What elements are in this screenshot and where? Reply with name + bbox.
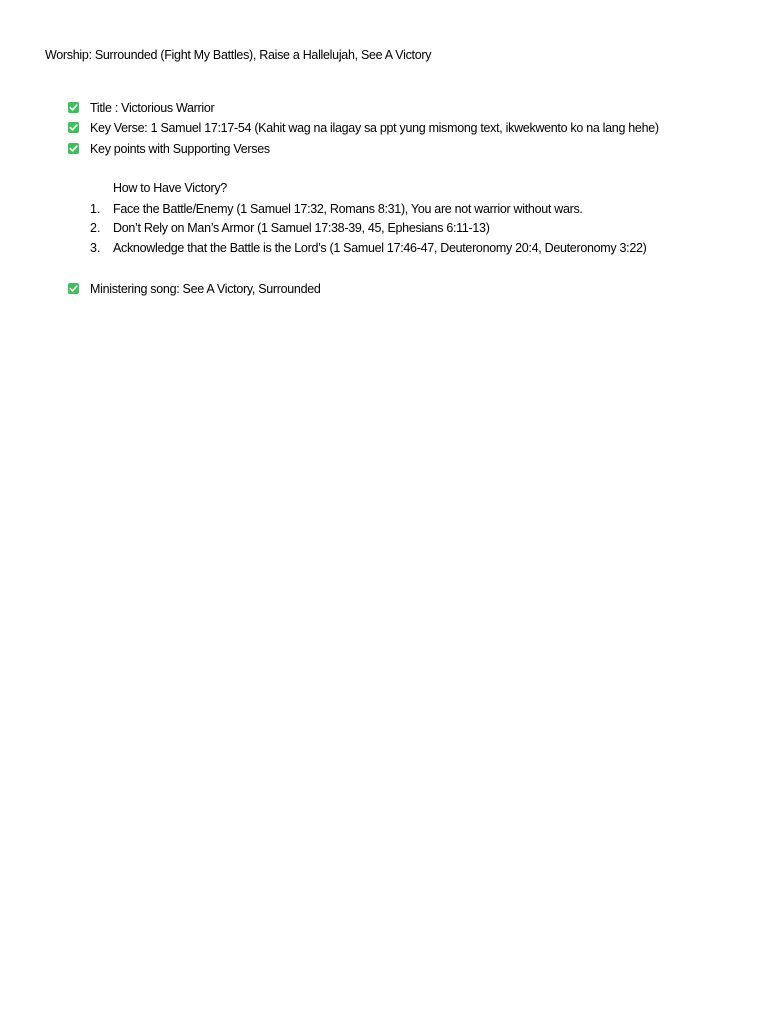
keypoint-text: Face the Battle/Enemy (1 Samuel 17:32, Romans 8:31), You are not warrior without wars. [113, 202, 583, 216]
check-icon [68, 122, 79, 133]
keypoint-text: Acknowledge that the Battle is the Lord’s (1 Samuel 17:46-47, Deuteronomy 20:4, Deuteronomy 3:22) [113, 241, 647, 255]
keypoint-text: Don’t Rely on Man’s Armor (1 Samuel 17:38-39, 45, Ephesians 6:11-13) [113, 221, 490, 235]
check-icon [68, 143, 79, 154]
check-icon [68, 102, 79, 113]
checklist-item-title: Title : Victorious Warrior [90, 101, 215, 115]
keypoints-heading: How to Have Victory? [113, 181, 227, 195]
keypoint-number: 3. [90, 241, 101, 255]
ministering-song: Ministering song: See A Victory, Surrounded [90, 282, 321, 296]
worship-line: Worship: Surrounded (Fight My Battles), Raise a Hallelujah, See A Victory [45, 48, 432, 62]
checklist-item-key-verse: Key Verse: 1 Samuel 17:17-54 (Kahit wag na ilagay sa ppt yung mismong text, ikwekwento ko na lang hehe) [90, 121, 659, 135]
check-icon [68, 283, 79, 294]
checklist-item-key-points: Key points with Supporting Verses [90, 142, 270, 156]
keypoint-number: 2. [90, 221, 101, 235]
keypoint-number: 1. [90, 202, 101, 216]
